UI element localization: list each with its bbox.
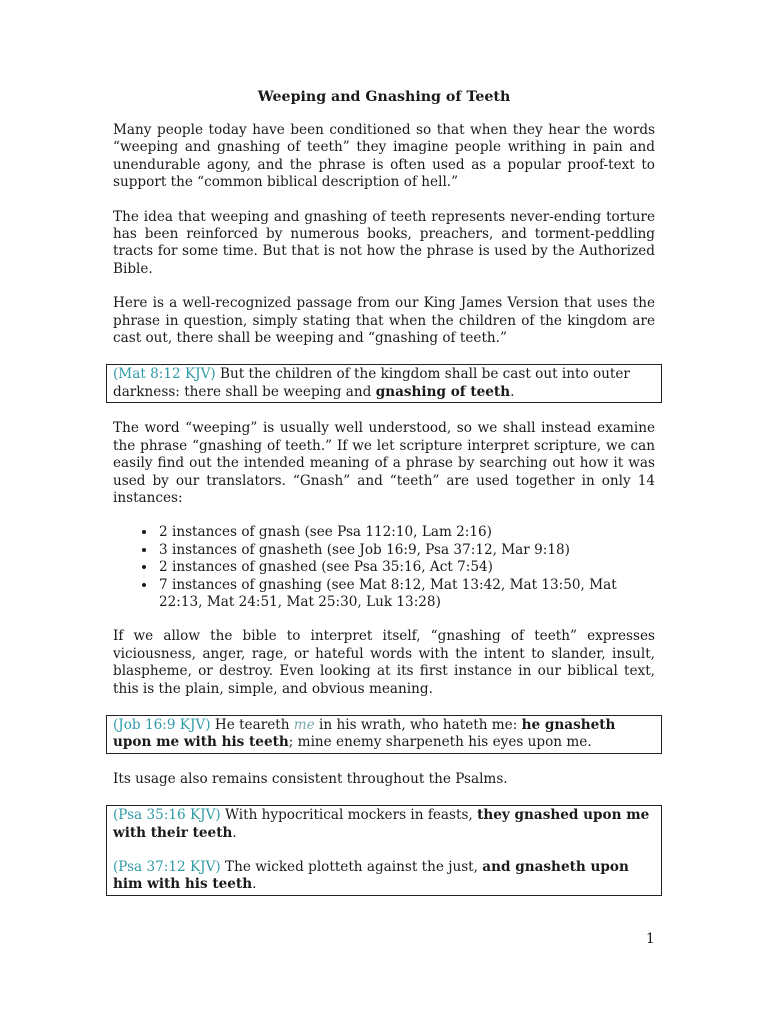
quote-text — [113, 366, 655, 401]
quote-text-psa-35-16 — [113, 807, 655, 842]
quote-text — [113, 717, 655, 752]
quote-emphasis: and gnasheth upon him with his teeth — [113, 859, 629, 893]
quote-italic: me — [293, 716, 315, 733]
paragraph-passage-intro: Here is a well-recognized passage from our King James Version that uses the phrase in question, simply stating that when the children of the kingdom are cast out, there shall be weeping and “gnashing of teeth.” — [113, 295, 655, 347]
paragraph-psalms: Its usage also remains consistent throughout the Psalms. — [113, 770, 508, 787]
verse-reference: (Mat 8:12 KJV) — [113, 366, 216, 383]
scripture-quote-job-16-9 — [106, 715, 662, 754]
scripture-quote-psalms — [106, 805, 662, 896]
paragraph-interpretation: If we allow the bible to interpret itself, “gnashing of teeth” expresses viciousness, anger, rage, or hateful words with the intent to slander, insult, blaspheme, or destroy. Even looking at its first instance in our biblical text, this is the plain, simple, and obvious meaning. — [113, 628, 655, 697]
verse-reference: (Job 16:9 KJV) — [113, 716, 211, 733]
list-item: • 2 instances of gnash (see Psa 112:10, Lam 2:16) — [157, 524, 655, 541]
quote-emphasis: gnashing of teeth — [375, 383, 511, 400]
quote-body: With hypocritical mockers in feasts, — [220, 807, 478, 824]
document-title: Weeping and Gnashing of Teeth — [257, 89, 511, 105]
page-number: 1 — [646, 931, 655, 947]
quote-text-psa-37-12 — [113, 859, 655, 894]
quote-end: ; mine enemy sharpeneth his eyes upon me. — [288, 734, 592, 751]
verse-reference: (Psa 35:16 KJV) — [113, 807, 221, 824]
quote-end: . — [252, 876, 257, 893]
list-item: • 3 instances of gnasheth (see Job 16:9, Psa 37:12, Mar 9:18) — [157, 542, 655, 559]
quote-end: . — [232, 824, 237, 841]
quote-body: But the children of the kingdom shall be cast out into outer darkness: there shall be weeping and — [113, 366, 630, 400]
paragraph-word-study: The word “weeping” is usually well understood, so we shall instead examine the phrase “gnashing of teeth.” If we let scripture interpret scripture, we can easily find out the intended meaning of a phrase by searching out how it was used by our translators. “Gnash” and “teeth” are used together in only 14 instances: — [113, 420, 655, 506]
paragraph-intro: Many people today have been conditioned so that when they hear the words “weeping and gnashing of teeth” they imagine people writhing in pain and unendurable agony, and the phrase is often used as a popular proof-text to support the “common biblical description of hell.” — [113, 122, 655, 191]
quote-body: in his wrath, who hateth me: — [314, 716, 522, 733]
quote-body: He teareth — [210, 716, 294, 733]
verse-reference: (Psa 37:12 KJV) — [113, 859, 221, 875]
quote-body: The wicked plotteth against the just, — [220, 859, 483, 875]
quote-end: . — [510, 383, 515, 400]
instances-list — [113, 524, 655, 611]
paragraph-torture-idea: The idea that weeping and gnashing of teeth represents never-ending torture has been reinforced by numerous books, preachers, and torment-peddling tracts for some time. But that is not how the phrase is used by the Authorized Bible. — [113, 208, 655, 277]
scripture-quote-mat-8-12 — [106, 364, 662, 403]
list-item: • 2 instances of gnashed (see Psa 35:16, Act 7:54) — [157, 559, 655, 576]
document-page — [113, 88, 655, 913]
quote-emphasis: they gnashed upon me with their teeth — [113, 807, 650, 841]
list-item: • 7 instances of gnashing (see Mat 8:12, Mat 13:42, Mat 13:50, Mat 22:13, Mat 24:51, Mat 25:30, Luk 13:28) — [157, 577, 655, 612]
quote-emphasis: he gnasheth upon me with his teeth — [113, 716, 616, 751]
